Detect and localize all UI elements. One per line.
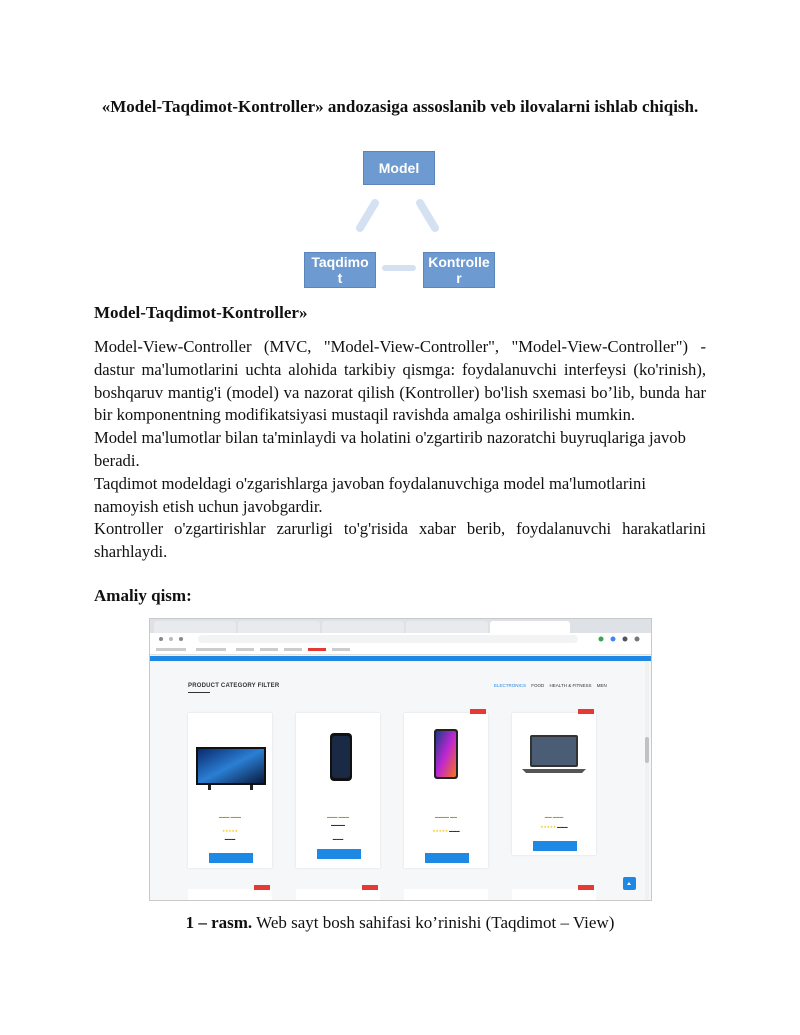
browser-extension-icons bbox=[593, 634, 643, 644]
phone-colorful-icon bbox=[404, 721, 488, 811]
category-tab-health[interactable]: HEALTH & FITNESS bbox=[549, 683, 592, 688]
add-to-cart-button[interactable] bbox=[317, 849, 361, 859]
product-name: ▬▬▬ ▬▬▬ bbox=[327, 815, 349, 819]
product-name: ▬▬ ▬▬▬ bbox=[544, 815, 564, 819]
view-box bbox=[304, 252, 376, 288]
filter-underline bbox=[188, 692, 210, 693]
bookmark-item bbox=[332, 648, 350, 651]
arrow-model-controller bbox=[420, 203, 435, 228]
website-screenshot bbox=[149, 618, 652, 901]
sale-badge bbox=[578, 885, 594, 890]
model-box bbox=[363, 151, 435, 185]
product-price: ★★★★★ ▬▬▬ bbox=[540, 825, 568, 829]
product-card bbox=[512, 889, 596, 901]
practice-heading: Amaliy qism: bbox=[94, 586, 192, 605]
bookmarks-bar bbox=[150, 645, 651, 655]
controller-label: Kontroller bbox=[428, 254, 490, 286]
sale-badge bbox=[578, 709, 594, 714]
paragraph-view: Taqdimot modeldagi o'zgarishlarga javoban foydalanuvchiga model ma'lumotlarini namoyish etish uchun javobgardir. bbox=[94, 473, 646, 516]
sale-badge bbox=[470, 709, 486, 714]
tv-icon bbox=[188, 721, 272, 811]
browser-tab bbox=[322, 621, 404, 633]
category-tab-men[interactable]: MEN bbox=[596, 683, 607, 688]
add-to-cart-button[interactable] bbox=[425, 853, 469, 863]
bookmark-item bbox=[156, 648, 186, 651]
browser-address-row bbox=[150, 633, 651, 645]
site-content bbox=[150, 661, 651, 901]
product-card bbox=[188, 889, 272, 901]
browser-url-bar bbox=[198, 635, 578, 643]
model-label: Model bbox=[378, 160, 420, 176]
product-card bbox=[296, 713, 380, 868]
arrow-model-view bbox=[360, 203, 375, 228]
paragraph-mvc-definition: Model-View-Controller (MVC, "Model-View-Controller", "Model-View-Controller") - dastur ma'lumotlarini uchta alohida tarkibiy qismga: foydalanuvchi interfeysi (ko'rinish), boshqaruv mantig'i (model) va nazorat qilish (Kontroller) bo'lish sxemasi bo’lib, bunda har bir komponentning modifikatsiyasi mustaqil ravishda amalga oshirilishi mumkin. bbox=[94, 337, 706, 425]
bookmark-item bbox=[260, 648, 278, 651]
sale-badge bbox=[362, 885, 378, 890]
laptop-icon bbox=[512, 721, 596, 811]
view-label: Taqdimot bbox=[311, 254, 369, 286]
product-price: ▬▬▬ bbox=[224, 837, 236, 841]
add-to-cart-button[interactable] bbox=[209, 853, 253, 863]
paragraph-controller: Kontroller o'zgartirishlar zarurligi to'g'risida xabar berib, foydalanuvchi harakatlarini sharhlaydi. bbox=[94, 519, 706, 562]
product-name: ▬▬▬▬ ▬▬ bbox=[435, 815, 457, 819]
scrollbar-thumb[interactable] bbox=[645, 737, 649, 763]
bookmark-item bbox=[196, 648, 226, 651]
product-subtitle: ▬▬▬▬ bbox=[331, 823, 345, 827]
filter-title: PRODUCT CATEGORY FILTER bbox=[188, 683, 280, 689]
category-tab-electronics[interactable]: ELECTRONICS bbox=[494, 683, 527, 688]
caption-text: Web sayt bosh sahifasi ko’rinishi (Taqdimot – View) bbox=[252, 913, 615, 932]
bookmark-item bbox=[284, 648, 302, 651]
document-title: «Model-Taqdimot-Kontroller» andozasiga assoslanib veb ilovalarni ishlab chiqish. bbox=[101, 97, 699, 116]
nav-buttons-icon bbox=[156, 634, 196, 644]
page-scrollbar[interactable] bbox=[645, 661, 649, 901]
browser-tab-active bbox=[490, 621, 570, 633]
product-card bbox=[512, 713, 596, 855]
product-card bbox=[404, 889, 488, 901]
category-tabs bbox=[494, 683, 611, 688]
add-to-cart-button[interactable] bbox=[533, 841, 577, 851]
controller-box bbox=[423, 252, 495, 288]
bookmark-item bbox=[308, 648, 326, 651]
section-heading: Model-Taqdimot-Kontroller» bbox=[94, 303, 308, 322]
phone-icon bbox=[296, 721, 380, 811]
scroll-to-top-button[interactable] bbox=[623, 877, 636, 890]
browser-tab bbox=[406, 621, 488, 633]
product-name: ▬▬▬ ▬▬▬ bbox=[219, 815, 241, 819]
caption-label: 1 – rasm. bbox=[185, 913, 253, 932]
product-card bbox=[296, 889, 380, 901]
sale-badge bbox=[254, 885, 270, 890]
category-tab-food[interactable]: FOOD bbox=[531, 683, 545, 688]
mvc-diagram bbox=[295, 148, 505, 293]
product-card bbox=[404, 713, 488, 868]
browser-tab bbox=[154, 621, 236, 633]
figure-caption bbox=[94, 913, 706, 933]
product-card bbox=[188, 713, 272, 868]
product-price: ▬▬▬ bbox=[332, 837, 344, 841]
body-text bbox=[94, 336, 706, 564]
bookmark-item bbox=[236, 648, 254, 651]
product-price: ★★★★★ ▬▬▬ bbox=[432, 829, 460, 833]
browser-tab bbox=[238, 621, 320, 633]
paragraph-model: Model ma'lumotlar bilan ta'minlaydi va holatini o'zgartirib nazoratchi buyruqlariga javob beradi. bbox=[94, 428, 686, 470]
browser-tab-strip bbox=[150, 619, 651, 633]
rating-stars-icon: ★★★★★ bbox=[222, 829, 238, 833]
